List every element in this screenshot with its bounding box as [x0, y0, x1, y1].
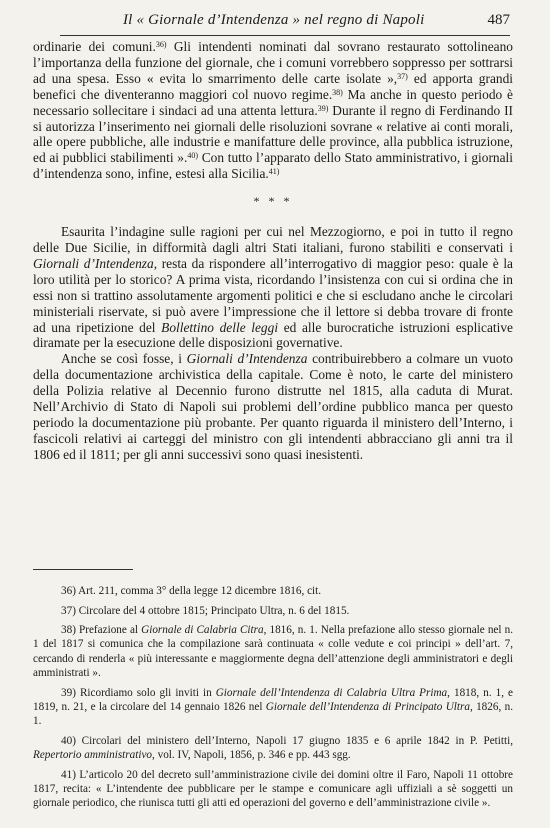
- footnote-ref: 39): [317, 103, 329, 113]
- running-title: Il « Giornale d’Intendenza » nel regno di Napoli: [122, 12, 425, 28]
- paragraph-3: Anche se così fosse, i Giornali d’Intendenza contribuirebbero a colmare un vuoto della documentazione archivistica della capitale. Come è noto, le carte del ministero della Polizia relative al Decennio furono distrutte nel 1815, alla caduta di Murat. Nell’Archivio di Stato di Napoli sui problemi dell’ordine pubblico manca per questo periodo la documentazione più probante. Per quanto riguarda il ministero dell’Interno, i fascicoli relativi ai carteggi del ministro con gli intendenti abbracciano gli anni tra il 1806 ed il 1811; per gli anni successivi sono quasi inesistenti.: [33, 351, 513, 462]
- footnotes: [33, 584, 513, 816]
- footnote-ref: 38): [332, 87, 343, 97]
- main-text: [33, 39, 513, 463]
- page-number: 487: [487, 12, 510, 28]
- footnote-40: 40) Circolari del ministero dell’Interno, Napoli 17 giugno 1835 e 6 aprile 1842 in P. Petitti, Repertorio amministrativo, vol. IV, Napoli, 1856, p. 346 e pp. 443 sgg.: [33, 734, 513, 762]
- paragraph-1: ordinarie dei comuni.$^{36)}$ Gli intendenti nominati dal sovrano restaurato sottolineano l’importanza della funzione del giornale, che i comuni vorrebbero soppresso per sottrarsi ad una spesa. Esso « evita lo smarrimento delle carte isolate »,$^{37)}$ ed apporta grandi benefici che diventeranno maggiori col nuovo regime.$^{38)}$ Ma anche in questo periodo è necessario sollecitare i sindaci ad una attenta lettura.$^{39)}$ Durante il regno di Ferdinando II si autorizza l’inserimento nei giornali delle risoluzioni sovrane « relative ai conti morali, alle opere pubbliche, alle industrie e manifatture delle province, alla pubblica istruzione, ed ai pubblici stabilimenti ».$^{40)}$ Con tutto l’apparato dello Stato amministrativo, i giornali d’intendenza sono, infine, estesi alla Sicilia.$^{41)}$: [33, 39, 513, 182]
- header-rule: [60, 35, 510, 36]
- paragraph-2: Esaurita l’indagine sulle ragioni per cui nel Mezzogiorno, e poi in tutto il regno delle Due Sicilie, in difformità dagli altri Stati italiani, furono stabiliti e conservati i Giornali d’Intendenza, resta da rispondere all’interrogativo di maggior peso: quale è la loro utilità per lo storico? A prima vista, ricordando l’insistenza con cui si ordina che in essi non si trattino assolutamente argomenti politici e che si escludano anche le circolari ministeriali riservate, si può avere l’impressione che il lettore si debba trovare di fronte ad una ripetizione del Bollettino delle leggi ed alle burocratiche istruzioni esplicative diramate per la esecuzione delle disposizioni governative.: [33, 224, 513, 351]
- footnote-39: 39) Ricordiamo solo gli inviti in Giornale dell’Intendenza di Calabria Ultra Prima, 1818, n. 1, e 1819, n. 21, e la circolare del 14 gennaio 1826 nel Giornale dell’Intendenza di Principato Ultra, 1826, n. 1.: [33, 686, 513, 728]
- footnote-ref: 40): [187, 151, 198, 161]
- page-header: [60, 12, 510, 29]
- footnote-38: 38) Prefazione al Giornale di Calabria Citra, 1816, n. 1. Nella prefazione allo stesso giornale nel n. 1 del 1817 si comunica che la compilazione sarà continuata « colle vedute e coi principi » dell’art. 7, cercando di renderla « più interessante e maggiormente degna dell’attenzione degli amministratori e degli amministrati ».: [33, 624, 513, 680]
- footnote-ref: 36): [155, 40, 167, 49]
- footnote-rule: [33, 569, 133, 570]
- section-separator: * * *: [253, 194, 293, 209]
- footnote-ref: 41): [268, 167, 280, 177]
- footnote-37: 37) Circolare del 4 ottobre 1815; Principato Ultra, n. 6 del 1815.: [61, 604, 350, 617]
- footnote-ref: 37): [397, 71, 408, 81]
- footnote-41: 41) L’articolo 20 del decreto sull’amministrazione civile dei domini oltre il Faro, Napoli 11 ottobre 1817, recita: « L’intendente dee pubblicare per le stampe e comunicare agli uffiziali a sè soggetti un giornale periodico, che riunisca tutti gli atti ed operazioni del governo e dell’amministrazione civile ».: [33, 768, 513, 810]
- footnote-36: 36) Art. 211, comma 3° della legge 12 dicembre 1816, cit.: [61, 585, 322, 597]
